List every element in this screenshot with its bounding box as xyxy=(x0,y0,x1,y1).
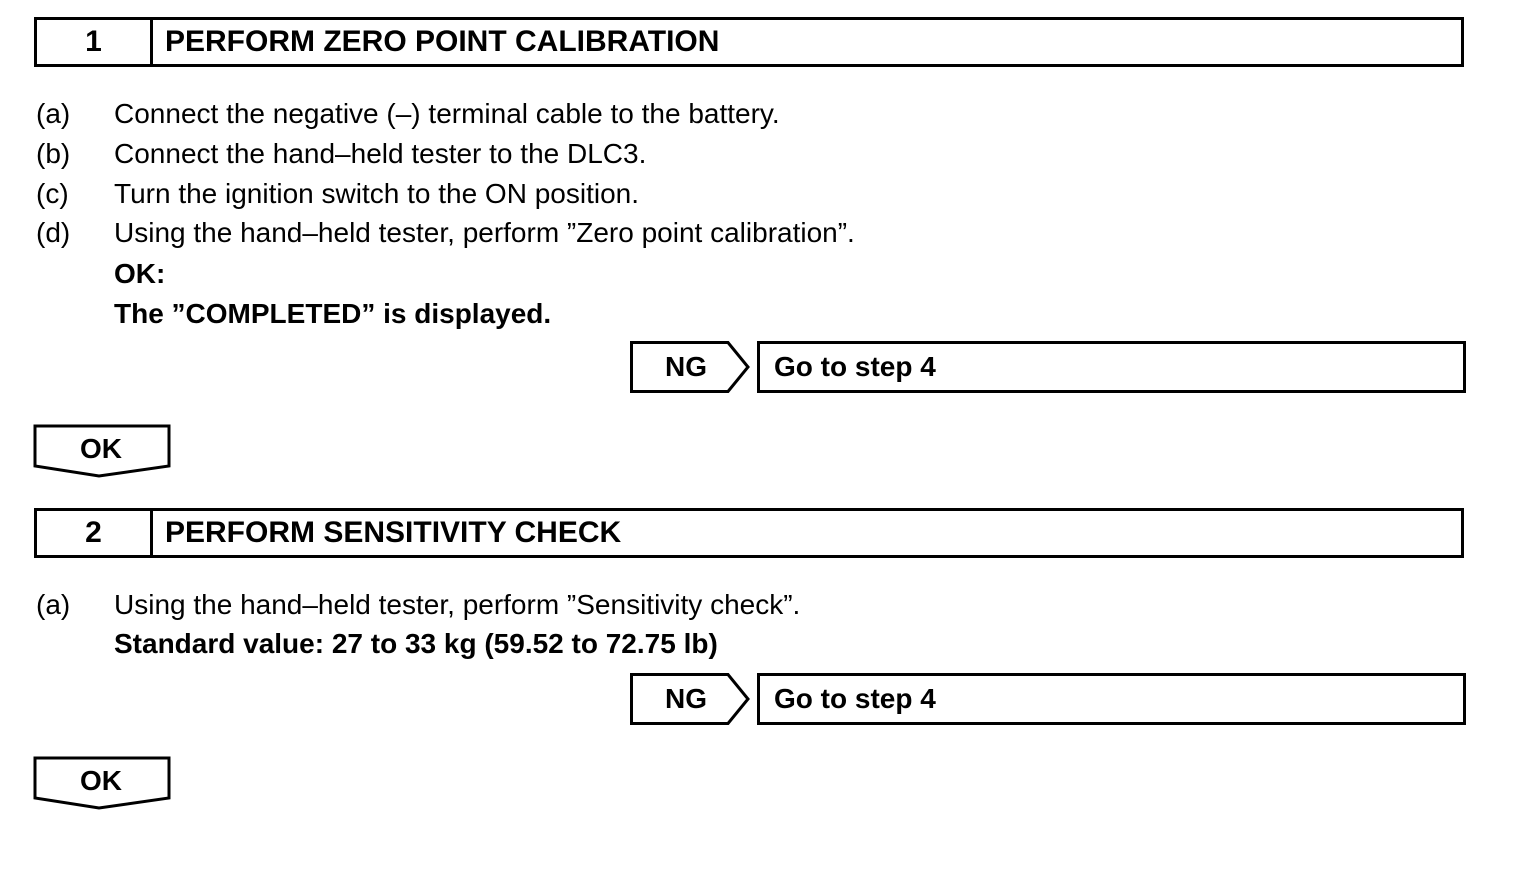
instruction-label: (a) xyxy=(36,98,71,129)
ok-label: OK xyxy=(80,433,122,464)
ng-goto-box[interactable] xyxy=(757,341,1466,393)
instruction-text: Connect the hand–held tester to the DLC3. xyxy=(114,138,647,169)
ng-label: NG xyxy=(665,683,707,714)
instruction-label: (b) xyxy=(36,138,71,169)
instruction-label: (c) xyxy=(36,178,69,209)
instruction-text: Using the hand–held tester, perform ”Sensitivity check”. xyxy=(114,589,801,620)
ng-label: NG xyxy=(665,351,707,382)
instruction-line xyxy=(36,134,646,174)
instruction-text: Connect the negative (–) terminal cable to the battery. xyxy=(114,98,780,129)
ng-goto-box[interactable] xyxy=(757,673,1466,725)
step-1-header xyxy=(34,17,1464,67)
goto-text: Go to step 4 xyxy=(774,351,936,382)
ok-label: OK xyxy=(80,765,122,796)
ok-criteria-label: OK: xyxy=(114,258,166,289)
standard-value-text: Standard value: 27 to 33 kg (59.52 to 72.75 lb) xyxy=(114,628,718,659)
instruction-label: (a) xyxy=(36,589,71,620)
instruction-line xyxy=(36,585,800,625)
step-number: 2 xyxy=(37,511,153,555)
step-title: PERFORM SENSITIVITY CHECK xyxy=(165,516,622,549)
goto-text: Go to step 4 xyxy=(774,683,936,714)
instruction-text: Turn the ignition switch to the ON position. xyxy=(114,178,639,209)
step-title: PERFORM ZERO POINT CALIBRATION xyxy=(165,25,720,58)
instruction-label: (d) xyxy=(36,217,71,248)
instruction-line xyxy=(36,174,639,214)
instruction-text: Using the hand–held tester, perform ”Zero point calibration”. xyxy=(114,217,855,248)
instruction-line xyxy=(36,94,780,134)
step-number: 1 xyxy=(37,20,153,64)
step-2-header xyxy=(34,508,1464,558)
instruction-line xyxy=(36,213,855,253)
ok-criteria-text: The ”COMPLETED” is displayed. xyxy=(114,298,552,329)
